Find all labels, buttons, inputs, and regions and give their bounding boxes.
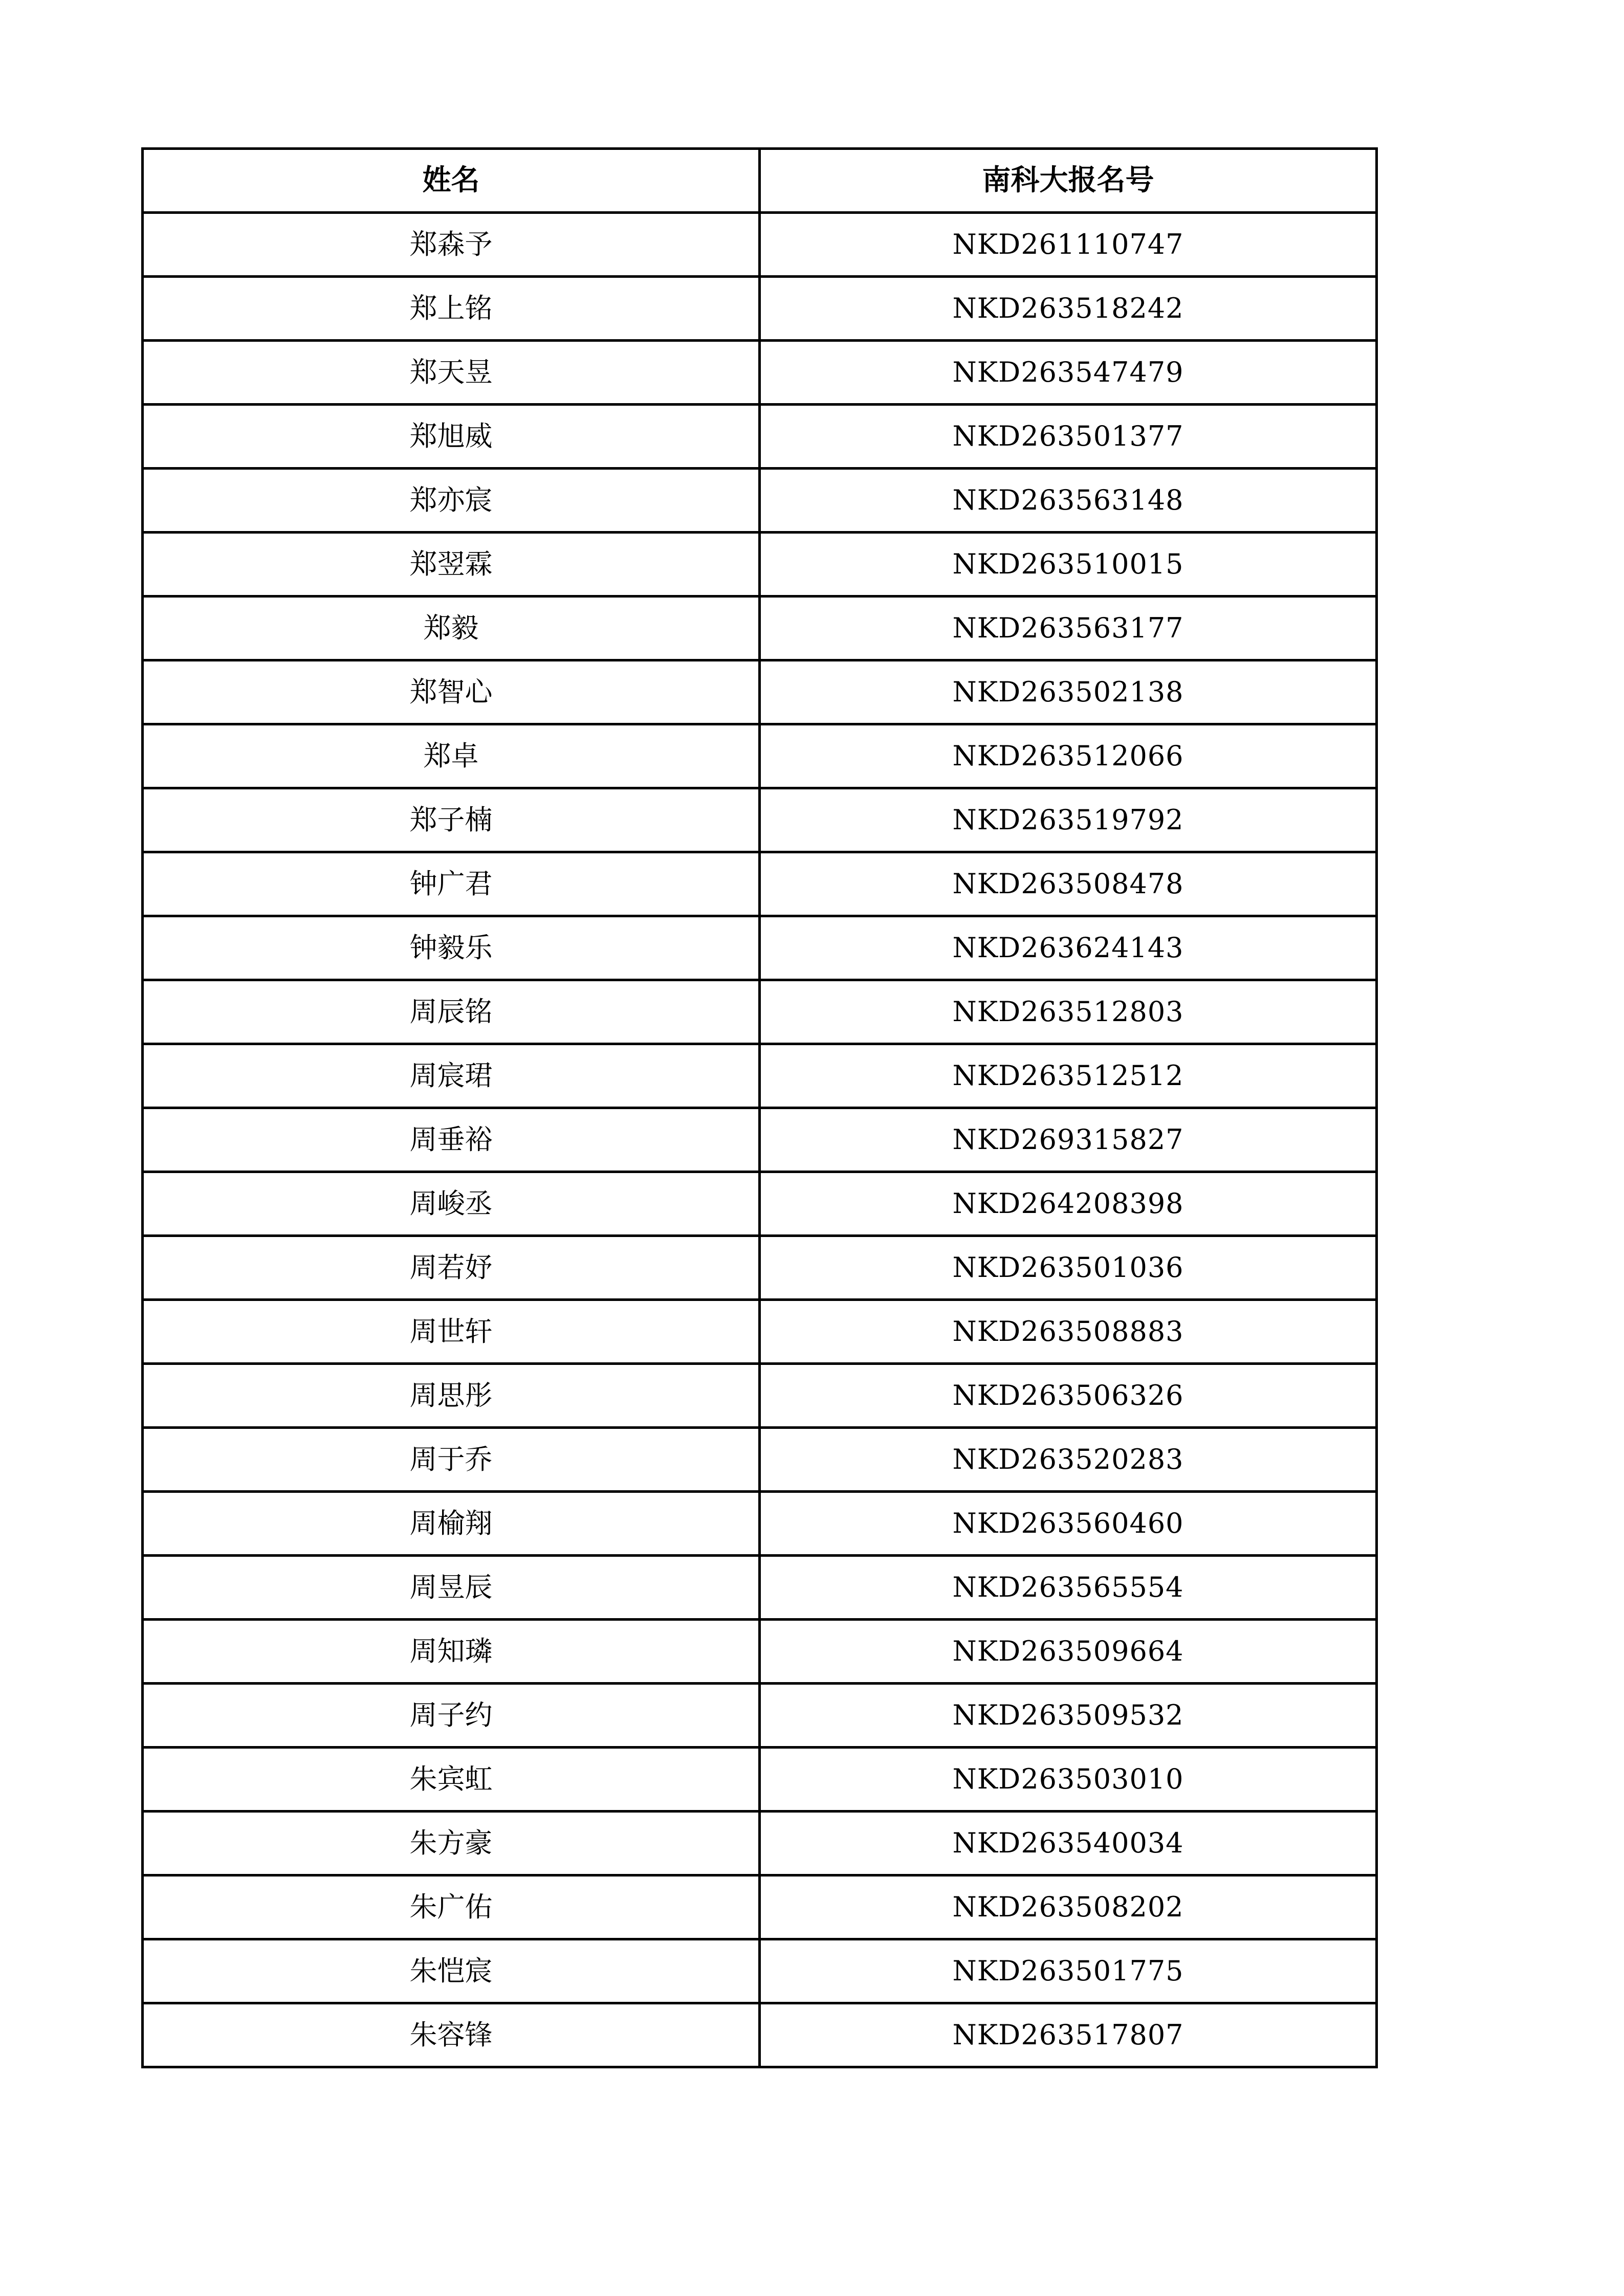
name-cell: 周若妤 — [143, 1236, 760, 1300]
table-row — [143, 1939, 1377, 2003]
registration-number-cell: NKD263540034 — [760, 1812, 1377, 1875]
registration-number-cell: NKD263518242 — [760, 277, 1377, 341]
table-row — [143, 341, 1377, 405]
name-cell: 周榆翔 — [143, 1492, 760, 1556]
registration-number-cell: NKD263624143 — [760, 916, 1377, 980]
registration-number-cell: NKD263502138 — [760, 660, 1377, 724]
table-row — [143, 469, 1377, 533]
name-cell: 郑上铭 — [143, 277, 760, 341]
table-row — [143, 1236, 1377, 1300]
column-header-name: 姓名 — [143, 149, 760, 213]
name-cell: 周世轩 — [143, 1300, 760, 1364]
table-row — [143, 597, 1377, 660]
table-row — [143, 1300, 1377, 1364]
name-cell: 周子约 — [143, 1684, 760, 1748]
table-row — [143, 1812, 1377, 1875]
document-page — [141, 147, 1378, 2068]
registration-number-cell: NKD263506326 — [760, 1364, 1377, 1428]
registration-number-cell: NKD263563148 — [760, 469, 1377, 533]
registration-number-cell: NKD263563177 — [760, 597, 1377, 660]
table-row — [143, 405, 1377, 469]
table-row — [143, 1492, 1377, 1556]
name-cell: 周思彤 — [143, 1364, 760, 1428]
name-cell: 朱恺宸 — [143, 1939, 760, 2003]
table-row — [143, 1172, 1377, 1236]
registration-number-cell: NKD263520283 — [760, 1428, 1377, 1492]
table-row — [143, 1684, 1377, 1748]
registration-number-cell: NKD263501775 — [760, 1939, 1377, 2003]
registration-number-cell: NKD263501036 — [760, 1236, 1377, 1300]
registration-number-cell: NKD263512512 — [760, 1044, 1377, 1108]
table-row — [143, 788, 1377, 852]
table-row — [143, 1364, 1377, 1428]
table-row — [143, 1748, 1377, 1812]
registration-number-cell: NKD263509664 — [760, 1620, 1377, 1684]
registration-number-cell: NKD263510015 — [760, 533, 1377, 597]
name-cell: 朱方豪 — [143, 1812, 760, 1875]
table-row — [143, 660, 1377, 724]
registration-number-cell: NKD263501377 — [760, 405, 1377, 469]
name-cell: 周垂裕 — [143, 1108, 760, 1172]
name-cell: 郑天昱 — [143, 341, 760, 405]
name-cell: 郑翌霖 — [143, 533, 760, 597]
registration-number-cell: NKD261110747 — [760, 213, 1377, 277]
table-row — [143, 533, 1377, 597]
name-cell: 周于乔 — [143, 1428, 760, 1492]
registration-number-cell: NKD263517807 — [760, 2003, 1377, 2067]
table-row — [143, 724, 1377, 788]
name-cell: 钟广君 — [143, 852, 760, 916]
registration-number-cell: NKD263508202 — [760, 1875, 1377, 1939]
registration-number-cell: NKD263519792 — [760, 788, 1377, 852]
table-row — [143, 277, 1377, 341]
table-row — [143, 2003, 1377, 2067]
table-row — [143, 1875, 1377, 1939]
registration-number-cell: NKD263512803 — [760, 980, 1377, 1044]
table-body — [143, 213, 1377, 2067]
name-cell: 周昱辰 — [143, 1556, 760, 1620]
table-row — [143, 980, 1377, 1044]
registration-number-cell: NKD263512066 — [760, 724, 1377, 788]
table-header-row — [143, 149, 1377, 213]
table-row — [143, 1556, 1377, 1620]
name-cell: 朱广佑 — [143, 1875, 760, 1939]
table-row — [143, 1044, 1377, 1108]
table-row — [143, 1428, 1377, 1492]
name-cell: 周辰铭 — [143, 980, 760, 1044]
roster-table — [141, 147, 1378, 2068]
name-cell: 朱容锋 — [143, 2003, 760, 2067]
name-cell: 钟毅乐 — [143, 916, 760, 980]
name-cell: 郑森予 — [143, 213, 760, 277]
registration-number-cell: NKD264208398 — [760, 1172, 1377, 1236]
registration-number-cell: NKD263503010 — [760, 1748, 1377, 1812]
name-cell: 周知璘 — [143, 1620, 760, 1684]
registration-number-cell: NKD269315827 — [760, 1108, 1377, 1172]
name-cell: 周宸珺 — [143, 1044, 760, 1108]
registration-number-cell: NKD263508883 — [760, 1300, 1377, 1364]
table-row — [143, 916, 1377, 980]
name-cell: 郑亦宸 — [143, 469, 760, 533]
name-cell: 郑毅 — [143, 597, 760, 660]
registration-number-cell: NKD263508478 — [760, 852, 1377, 916]
registration-number-cell: NKD263547479 — [760, 341, 1377, 405]
name-cell: 郑子楠 — [143, 788, 760, 852]
table-row — [143, 852, 1377, 916]
name-cell: 郑智心 — [143, 660, 760, 724]
name-cell: 朱宾虹 — [143, 1748, 760, 1812]
name-cell: 周峻丞 — [143, 1172, 760, 1236]
registration-number-cell: NKD263509532 — [760, 1684, 1377, 1748]
registration-number-cell: NKD263565554 — [760, 1556, 1377, 1620]
table-row — [143, 1108, 1377, 1172]
column-header-registration-number: 南科大报名号 — [760, 149, 1377, 213]
table-row — [143, 213, 1377, 277]
name-cell: 郑卓 — [143, 724, 760, 788]
name-cell: 郑旭威 — [143, 405, 760, 469]
registration-number-cell: NKD263560460 — [760, 1492, 1377, 1556]
table-row — [143, 1620, 1377, 1684]
